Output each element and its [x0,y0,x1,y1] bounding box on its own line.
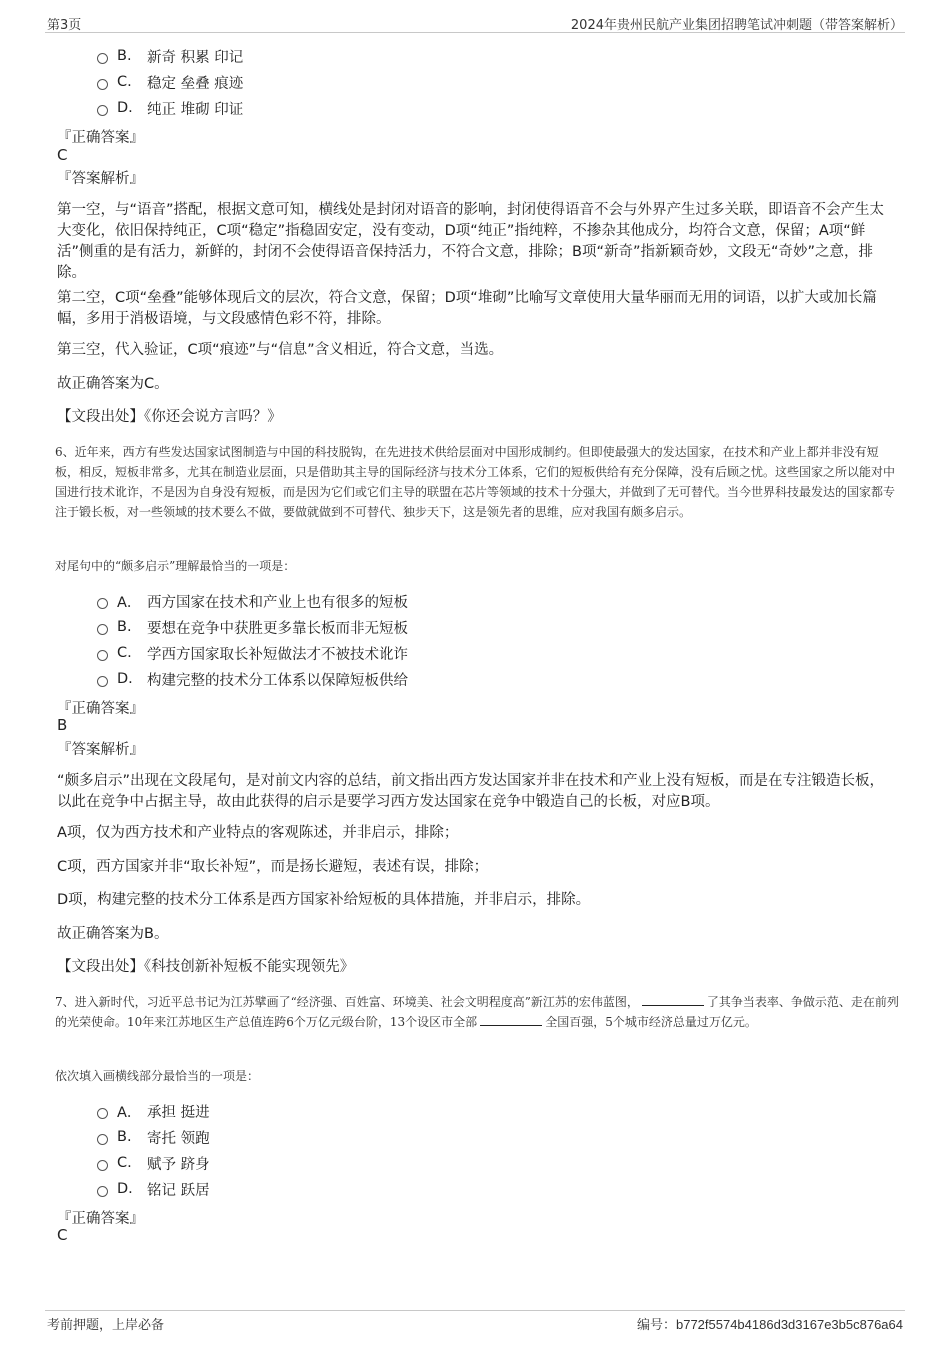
analysis-paragraph: C项，西方国家并非“取长补短”，而是扬长避短，表述有误，排除； [57,859,489,875]
answer-label: 『正确答案』 [57,1211,144,1227]
q7-option-d[interactable]: D. 铭记 跃居 [97,1178,210,1200]
radio-icon[interactable] [97,598,108,609]
q5-option-d[interactable]: D. 纯正 堆砌 印证 [97,97,243,119]
q6-option-c[interactable]: C. 学西方国家取长补短做法才不被技术讹诈 [97,642,408,664]
analysis-paragraph: A项，仅为西方技术和产业特点的客观陈述，并非启示，排除； [57,825,459,841]
page-footer [45,1310,905,1335]
analysis-paragraph: D项，构建完整的技术分工体系是西方国家补给短板的具体措施，并非启示，排除。 [57,892,591,908]
radio-icon[interactable] [97,105,108,116]
radio-icon[interactable] [97,650,108,661]
radio-icon[interactable] [97,1134,108,1145]
analysis-paragraph: “颇多启示”出现在文段尾句，是对前文内容的总结，前文指出西方发达国家并非在技术和产业上没有短板，而是在专注锻造长板，以此在竞争中占据主导，故由此获得的启示是要学习西方发达国家在竞争中锻造自己的长板，对应B项。 [57,773,885,810]
analysis-paragraph: 第一空，与“语音”搭配，根据文意可知，横线处是封闭对语音的影响，封闭使得语音不会与外界产生过多关联，即语音不会产生太大变化，依旧保持纯正，C项“稳定”指稳固安定，没有变动，D项“纯正”指纯粹，不掺杂其他成分，均符合文意，保留；A项“鲜活”侧重的是有活力，新鲜的，封闭不会使得语音保持活力，不符合文意，排除；B项“新奇”指新颖奇妙，文段无“奇妙”之意，排除。 [57,202,885,281]
analysis-conclusion: 故正确答案为B。 [57,926,169,942]
correct-answer: C [57,146,68,164]
document-code: 编号：b772f5574b4186d3d3167e3b5c876a64 [636,1317,903,1333]
radio-icon[interactable] [97,624,108,635]
correct-answer: B [57,716,68,734]
analysis-paragraph: 第三空，代入验证，C项“痕迹”与“信息”含义相近，符合文意，当选。 [57,342,504,358]
question-stem: 7、进入新时代，习近平总书记为江苏擘画了“经济强、百姓富、环境美、社会文明程度高”新江苏的宏伟蓝图， 了其争当表率、争做示范、走在前列的光荣使命。10年来江苏地区生产总值连跨6个万亿元级台阶，13个设区市全部 全国百强，5个城市经济总量过万亿元。 [55,995,899,1029]
q6-option-d[interactable]: D. 构建完整的技术分工体系以保障短板供给 [97,668,408,690]
radio-icon[interactable] [97,79,108,90]
question-stem: 6、近年来，西方有些发达国家试图制造与中国的科技脱钩，在先进技术供给层面对中国形成制约。但即使最强大的发达国家，在技术和产业上都并非没有短板，相反，短板非常多，尤其在制造业层面，只是借助其主导的国际经济与技术分工体系，它们的短板供给有充分保障，没有后顾之忧。这些国家之所以能对中国进行技术讹诈，不是因为自身没有短板，而是因为它们或它们主导的联盟在芯片等领域的技术十分强大，并做到了无可替代。当今世界科技最发达的国家都专注于锻长板，对一些领域的技术要么不做，要做就做到不可替代、独步天下，这是领先者的思维，应对我国有颇多启示。 [55,445,896,519]
q7-option-a[interactable]: A． 承担 挺进 [97,1100,210,1122]
q7-option-b[interactable]: B. 寄托 领跑 [97,1126,210,1148]
question-prompt: 依次填入画横线部分最恰当的一项是： [55,1069,260,1083]
fill-blank [480,1013,542,1026]
document-title: 2024年贵州民航产业集团招聘笔试冲刺题（带答案解析） [570,18,903,33]
page-number: 第3页 [47,18,82,33]
analysis-conclusion: 故正确答案为C。 [57,376,169,392]
question-prompt: 对尾句中的“颇多启示”理解最恰当的一项是： [55,559,296,573]
radio-icon[interactable] [97,1160,108,1171]
q7-option-c[interactable]: C. 赋予 跻身 [97,1152,210,1174]
analysis-paragraph: 第二空，C项“垒叠”能够体现后文的层次，符合文意，保留；D项“堆砌”比喻写文章使用大量华丽而无用的词语，以扩大或加长篇幅，多用于消极语境，与文段感情色彩不符，排除。 [57,290,877,327]
radio-icon[interactable] [97,53,108,64]
source-citation: 【文段出处】《科技创新补短板不能实现领先》 [57,959,355,975]
q5-option-c[interactable]: C. 稳定 垒叠 痕迹 [97,71,243,93]
q6-option-b[interactable]: B. 要想在竞争中获胜更多靠长板而非无短板 [97,616,408,638]
footer-slogan: 考前押题，上岸必备 [47,1318,165,1333]
correct-answer: C [57,1226,68,1244]
radio-icon[interactable] [97,1186,108,1197]
radio-icon[interactable] [97,676,108,687]
radio-icon[interactable] [97,1108,108,1119]
answer-label: 『正确答案』 [57,130,144,146]
fill-blank [642,993,704,1006]
answer-label: 『正确答案』 [57,701,144,717]
analysis-label: 『答案解析』 [57,171,144,187]
page-header [45,12,905,33]
q5-option-b[interactable]: B. 新奇 积累 印记 [97,45,243,67]
q6-option-a[interactable]: A． 西方国家在技术和产业上也有很多的短板 [97,590,408,612]
source-citation: 【文段出处】《你还会说方言吗？》 [57,409,282,425]
analysis-label: 『答案解析』 [57,742,144,758]
